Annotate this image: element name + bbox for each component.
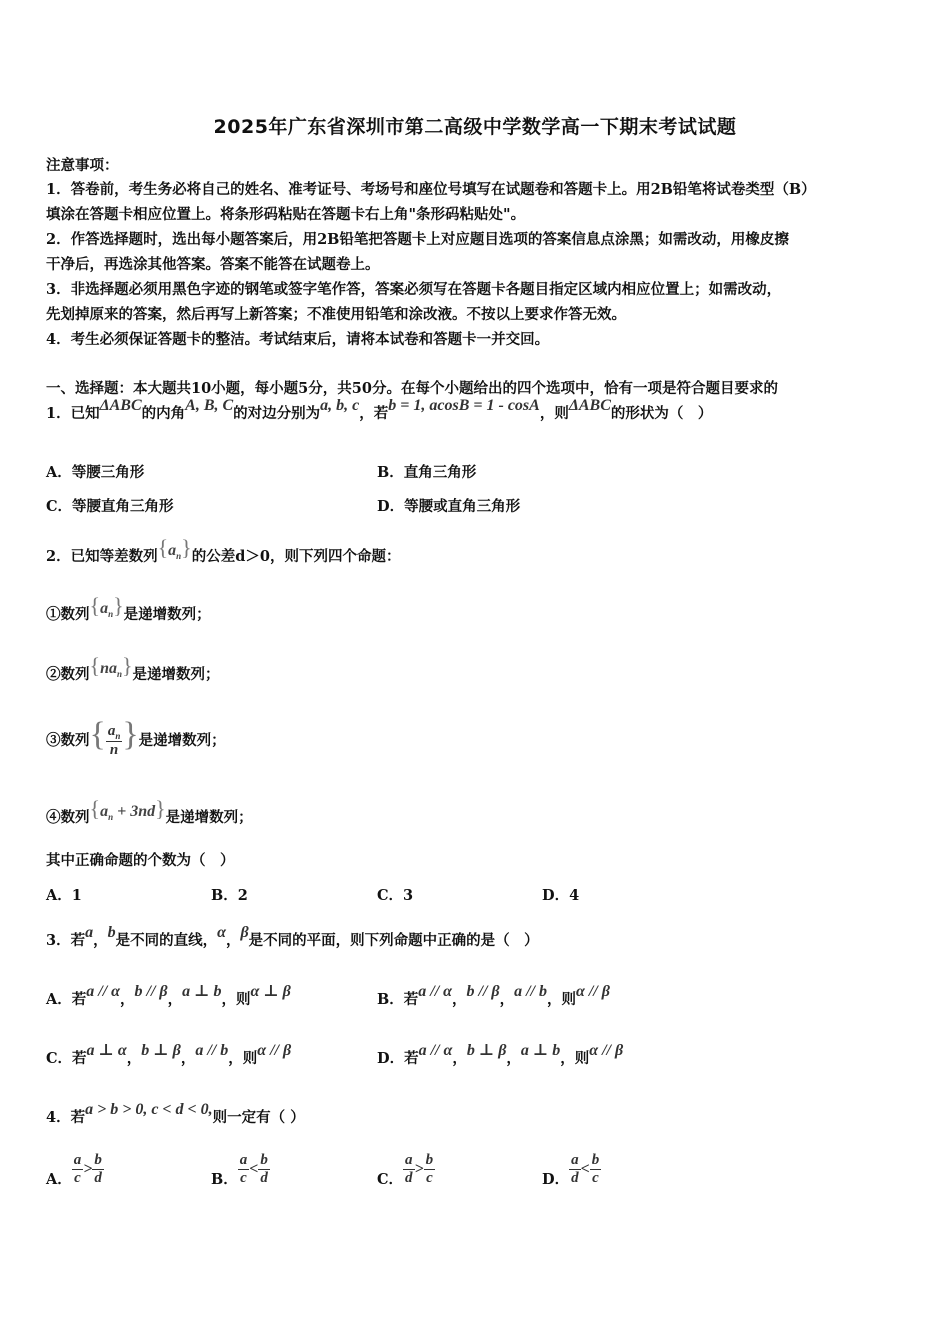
question-4: 4．若a > b > 0, c < d < 0,则一定有（ ） (46, 1101, 305, 1126)
q3-option-d: D．若a // α，b ⊥ β，a ⊥ b，则α // β (377, 1042, 624, 1067)
q2-option-d: D．4 (542, 887, 580, 904)
notes-heading: 注意事项： (46, 157, 119, 174)
note-2b: 干净后，再选涂其他答案。答案不能答在试题卷上。 (46, 256, 380, 273)
q2-ask: 其中正确命题的个数为（ ） (46, 852, 235, 869)
question-1: 1．已知ΔABC的内角A, B, C的对边分别为a, b, c，若b = 1, acosB = 1 - cosA，则ΔABC的形状为（ ） (46, 397, 713, 422)
note-3a: 3．非选择题必须用黑色字迹的钢笔或签字笔作答，答案必须写在答题卡各题目指定区域内相应位置上；如需改动， (46, 281, 782, 298)
page-title: 2025年广东省深圳市第二高级中学数学高一下期末考试试题 (213, 116, 737, 138)
q4-option-d: D． $\frac{a}{d}$ < $\frac{b}{c}$ (542, 1152, 600, 1188)
q2-option-c: C．3 (377, 887, 414, 904)
note-2a: 2．作答选择题时，选出每小题答案后，用2B铅笔把答题卡上对应题目选项的答案信息点涂黑；如需改动，用橡皮擦 (46, 231, 789, 248)
q3-option-b: B．若a // α，b // β，a // b，则α // β (377, 983, 610, 1008)
q1-option-a: A．等腰三角形 (46, 464, 145, 481)
note-4: 4．考生必须保证答题卡的整洁。考试结束后，请将本试卷和答题卡一并交回。 (46, 331, 550, 348)
q2-proposition-3: ③数列{ $\frac{a_n}{n}$ }是递增数列； (46, 716, 226, 759)
question-2: 2．已知等差数列$\{a_n\}$的公差d＞0，则下列四个命题： (46, 535, 401, 565)
q1-option-d: D．等腰或直角三角形 (377, 498, 521, 515)
q2-proposition-2: ②数列$\{na_n\}$是递增数列； (46, 653, 220, 683)
note-1a: 1．答卷前，考生务必将自己的姓名、准考证号、考场号和座位号填写在试题卷和答题卡上。用2B铅笔将试卷类型（B） (46, 181, 816, 198)
q4-option-b: B． $\frac{a}{c}$ < $\frac{b}{d}$ (211, 1152, 268, 1188)
q2-option-a: A．1 (46, 887, 82, 904)
q2-proposition-4: ④数列$\{a_n + 3nd\}$是递增数列； (46, 796, 253, 826)
question-3: 3．若a，b是不同的直线，α，β是不同的平面，则下列命题中正确的是（ ） (46, 924, 539, 949)
q1-option-c: C．等腰直角三角形 (46, 498, 174, 515)
q2-proposition-1: ①数列$\{a_n\}$是递增数列； (46, 593, 211, 623)
q3-option-a: A．若a // α，b // β，a ⊥ b，则α ⊥ β (46, 983, 291, 1008)
note-1b: 填涂在答题卡相应位置上。将条形码粘贴在答题卡右上角"条形码粘贴处"。 (46, 206, 526, 223)
note-3b: 先划掉原来的答案，然后再写上新答案；不准使用铅笔和涂改液。不按以上要求作答无效。 (46, 306, 626, 323)
section-1-heading: 一、选择题：本大题共10小题，每小题5分，共50分。在每个小题给出的四个选项中，恰有一项是符合题目要求的 (46, 380, 778, 397)
q4-option-c: C． $\frac{a}{d}$ > $\frac{b}{c}$ (377, 1152, 434, 1188)
q1-option-b: B．直角三角形 (377, 464, 477, 481)
q4-option-a: A． $\frac{a}{c}$ > $\frac{b}{d}$ (46, 1152, 102, 1188)
q2-option-b: B．2 (211, 887, 248, 904)
q3-option-c: C．若a ⊥ α，b ⊥ β，a // b，则α // β (46, 1042, 292, 1067)
